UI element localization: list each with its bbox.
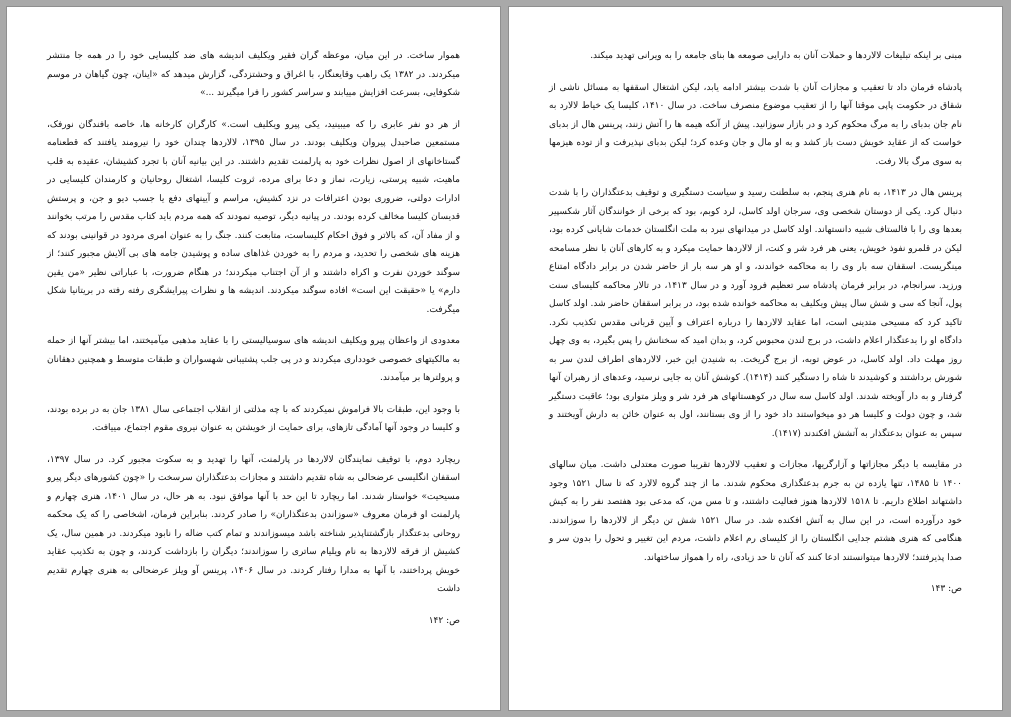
page-number: ص: ۱۴۲ [428,615,460,626]
paragraph: ریچارد دوم، با توقیف نمایندگان لالاردها در پارلمنت، آنها را تهدید و به سکوت مجبور کرد. در سال ۱۳۹۷، اسقفان انگلیسی عرضحالی به شاه تقدیم داشتند و مجازات بدعتگذاران سرسخت را «چون کشورهای دیگر پیرو مسیحیت» خواستار شدند. اما ریچارد تا این حد با آنها موافق نبود. به هر حال، در سال ۱۴۰۱، هنری چهارم و پارلمنت او فرمان معروف «سوزاندن بدعتگذاران» را صادر کردند. بنابراین فرمان، اشخاصی را که یک محکمه روحانی بدعتگذار بازگشتناپذیر شناخته باشد میسوزاندند و تمام کتب ضاله را نابود میکردند. در همین سال، یک کشیش از فرقه لالاردها به نام ویلیام ساتری را سوزاندند؛ دیگران را بازداشت کردند، و چون به تکذیب عقاید خویش پرداختند، با آنها به مدارا رفتار کردند. در سال ۱۴۰۶، پرینس آو ویلز عرضحالی به هنری چهارم تقدیم داشت [47,454,460,594]
paragraph: هموار ساخت. در این میان، موعظه گران فقیر ویکلیف اندیشه های ضد کلیسایی خود را در همه جا منتشر میکردند. در ۱۳۸۲ یک راهب وقایعنگار، با اغراق و وحشتزدگی، گزارش میدهد که «اینان، چون گیاهان در موسم شکوفایی، بسرعت افزایش مییابند و سراسر کشور را فرا میگیرند ...» [47,51,460,98]
document-page-right [508,6,1003,711]
paragraph: معدودی از واعظان پیرو ویکلیف اندیشه های سوسیالیستی را با عقاید مذهبی میآمیختند، اما بیشتر آنها از حمله به مالکیتهای خصوصی خودداری میکردند و در پی جلب پشتیبانی شهسواران و طبقات متوسط و همچنین دهقانان و پرولترها بر میآمدند. [47,336,460,383]
paragraph: با وجود این، طبقات بالا فراموش نمیکردند که با چه مذلتی از انقلاب اجتماعی سال ۱۳۸۱ جان به در برده بودند، و کلیسا در وجود آنها آمادگی تازهای، برای حمایت از خویشتن به عنوان نیروی مقوم اجتماع، مییافت. [47,404,460,433]
page-text-body [549,47,962,599]
paragraph: مبنی بر اینکه تبلیغات لالاردها و حملات آنان به دارایی صومعه ها بنای جامعه را به ویرانی تهدید میکند. [590,51,962,61]
paragraph: پادشاه فرمان داد تا تعقیب و مجازات آنان با شدت بیشتر ادامه یابد، لیکن اشتغال اسقفها به مسائل ناشی از شقاق در حکومت پاپی موقتا آنها را از تعقیب موضوع منصرف ساخت. در سال ۱۴۱۰، کلیسا یک خیاط لالارد به نام جان بدبای را به مرگ محکوم کرد و در بازار سوزانید. پیش از آنکه هیمه ها را آتش زنند، پرینس هال از بدبای خواست که از عقاید خویش دست باز کشد و به او مال و جان وعده کرد؛ لیکن بدبای نپذیرفت و از توده هیزمها به سوی مرگ بالا رفت. [549,82,962,167]
paragraph: از هر دو نفر عابری را که میبینید، یکی پیرو ویکلیف است.» کارگران کارخانه ها، خاصه بافندگان نورفک، مستمعین صاحبدل پیروان ویکلیف بودند. در سال ۱۳۹۵، لالاردها چندان خود را نیرومند یافتند که قطعنامه گستاخانهای از اصول نظرات خود به پارلمنت تقدیم داشتند. در این بیانیه آنان با تجرد کشیشان، عقیده به قلب ماهیت، شبیه پرستی، زیارت، نماز و دعا برای مرده، ثروت کلیسا، اشتغال روحانیان و کارمندان کلیسایی در ادارات دولتی، ضروری بودن اعترافات در نزد کشیش، مراسم و آیینهای دفع یا جسب دیو و جن، و پرستش قدیسان کلیسا مخالف کرده بودند. در پیانیه دیگر، توصیه نمودند که همه مردم باید کتاب مقدس را مرتب بخوانند و از مفاد آن، که بالاتر و فوق احکام کلیساست، متابعت کنند. جنگ را به عنوان امری مردود در قوانینی بودند که هزینه های شخصی را تحدید، و مردم را به خوردن غذاهای ساده و پوشیدن جامه های بی آلایش مجبور کنند؛ از سوگند خوردن نفرت و اکراه داشتند و از آن اجتناب میکردند؛ در هنگام ضرورت، با عباراتی نظیر «من یقین دارم» یا «حقیقت این است» افاده سوگند میکردند. اندیشه ها و نظرات پیرایشگری رفته رفته در بریتانیا شکل میگرفت. [47,119,460,315]
page-number: ص: ۱۴۳ [930,584,962,594]
page-text-body [47,47,460,630]
document-page-left [6,6,501,711]
paragraph: پرینس هال در ۱۴۱۳، به نام هنری پنجم، به سلطنت رسید و سیاست دستگیری و توقیف بدعتگذاران را با شدت دنبال کرد. یکی از دوستان شخصی وی، سرجان اولد کاسل، لرد کوبم، بود که برخی از خوانندگان آثار شکسپیر بعدها وی را با فالستاف شبیه دانستهاند. اولد کاسل در میدانهای نبرد به ملت انگلستان خدمات شایانی کرده بود، لیکن در قلمرو نفوذ خویش، یعنی هر فرد شر و کنت، از لالاردها حمایت میکرد و به کارهای آنان با نظر مسامحه مینگریست. اسقفان سه بار وی را به محاکمه خواندند، و او هر سه بار از حاضر شدن در برابر دادگاه امتناع ورزید. سرانجام، در برابر فرمان پادشاه سر تعظیم فرود آورد و در سال ۱۴۱۳، در تالار محاکمه کلیسای سنت پول، آنجا که سی و شش سال پیش ویکلیف به محاکمه خوانده شده بود، در برابر اسقفان حاضر شد. اولد کاسل تاکید کرد که مسیحی متدینی است، اما عقاید لالاردها را درباره اعتراف و آیین قربانی مقدس تکذیب نکرد. دادگاه او را بدعتگذار اعلام داشت، در برج لندن محبوس کرد، و بدان امید که سخنانش را پس بگیرد، به وی چهل روز مهلت داد. اولد کاسل، در عوض توبه، از برج گریخت. به شنیدن این خبر، لالاردهای اطراف لندن سر به شورش برداشتند و کوشیدند تا شاه را دستگیر کنند (۱۴۱۴). کوشش آنان به جایی نرسید، وعدهای از رهبران آنها گرفتار و به دار آویخته شدند. اولد کاسل سه سال در کوهستانهای هر فرد شر و ویلز متواری بود؛ عاقبت دستگیر شد، و چون دولت و کلیسا هر دو میخواستند داد خود را از وی بستانند، اول به عنوان خائن به دارش آویختند و سپس به عنوان بدعتگذار به آتشش افکندند (۱۴۱۷). [549,188,963,439]
paragraph: در مقایسه با دیگر مجازاتها و آزارگریها، مجازات و تعقیب لالاردها تقریبا صورت معتدلی داشت. میان سالهای ۱۴۰۰ تا ۱۴۸۵، تنها یازده تن به جرم بدعتگذاری محکوم شدند. ما از چند گروه لالارد که تا سال ۱۵۲۱ وجود داشتهاند اطلاع داریم. تا ۱۵۱۸ لالاردها هنوز فعالیت داشتند، و تا مس من، که مدعی بود هفتصد نفر را به کیش خود درآورده است، در این سال به آتش افکنده شد. در سال ۱۵۲۱ شش تن دیگر از لالاردها را سوزاندند. هنگامی که هنری هشتم جدایی انگلستان را از کلیسای رم اعلام داشت، مردم این تغییر و تحول را بدون سر و صدا پذیرفتند؛ لالاردها میتوانستند ادعا کنند که آنان تا حد زیادی، راه را همواز ساختهاند. [549,460,963,563]
